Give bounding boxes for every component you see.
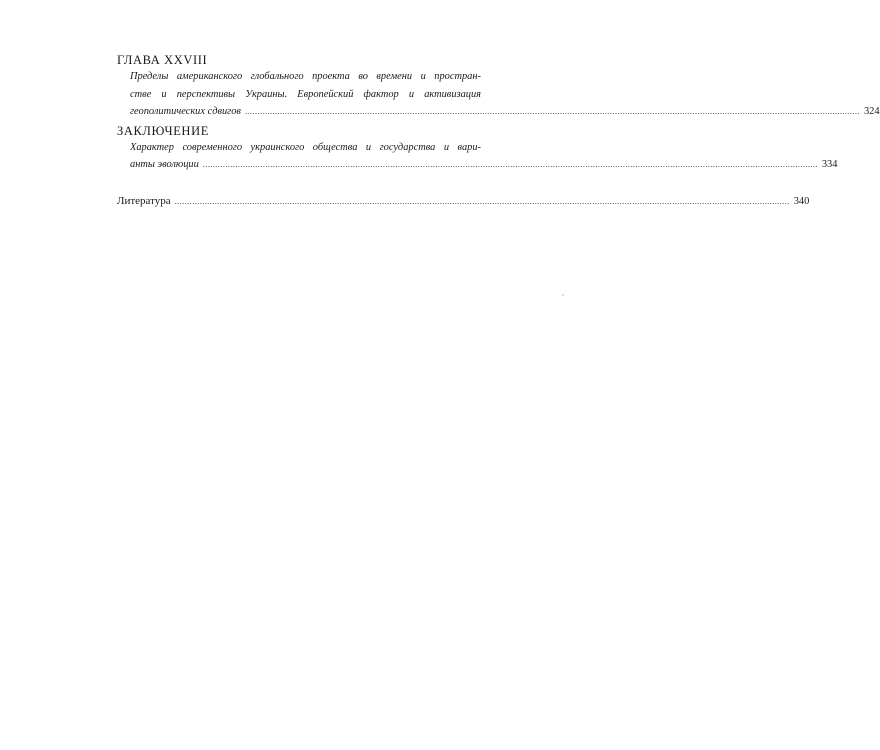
chapter-title xyxy=(130,139,838,174)
paper-speck xyxy=(562,294,564,296)
chapter-title-line: Пределы американского глобального проекта во времени и простран- xyxy=(130,71,481,82)
toc-entry-bibliography xyxy=(117,194,810,207)
toc-entry-conclusion xyxy=(117,123,838,174)
chapter-title-last-line xyxy=(130,156,838,174)
table-of-contents xyxy=(117,52,880,207)
chapter-title-line: анты эволюции xyxy=(130,159,199,170)
toc-entry-chapter-28 xyxy=(117,52,880,121)
chapter-title-line: геополитических сдвигов xyxy=(130,106,241,117)
bibliography-label: Литература xyxy=(117,194,171,207)
dot-leader: ...................................................................................................................................................................................................................................................... xyxy=(174,196,790,206)
chapter-title-line: Характер современного украинского общества и государства и вари- xyxy=(130,141,481,153)
page-number: 334 xyxy=(821,159,838,170)
page-number: 340 xyxy=(793,195,810,207)
dot-leader: ...................................................................................................................................................................................................................................................... xyxy=(202,160,818,169)
chapter-title xyxy=(130,68,880,121)
page-number: 324 xyxy=(863,106,880,117)
chapter-heading: ГЛАВА XXVIII xyxy=(117,53,208,67)
chapter-title-line: стве и перспективы Украины. Европейский фактор и активизация xyxy=(130,88,481,100)
dot-leader: ...................................................................................................................................................................................................................................................... xyxy=(244,107,860,116)
chapter-title-last-line xyxy=(130,103,880,121)
chapter-heading: ЗАКЛЮЧЕНИЕ xyxy=(117,123,209,138)
